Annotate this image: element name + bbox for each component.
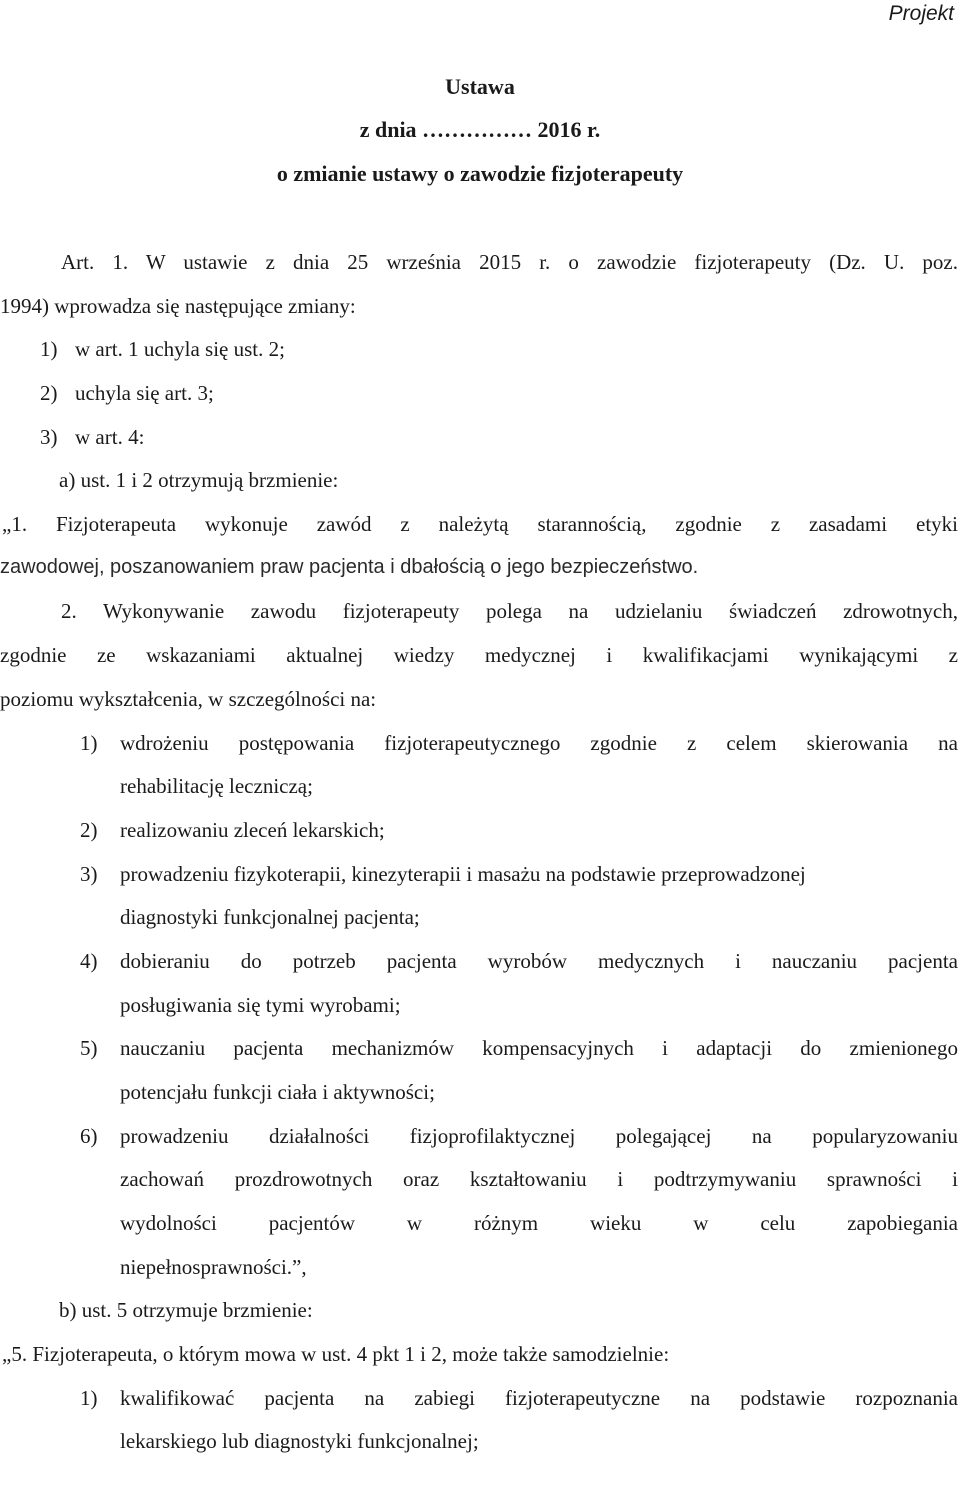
ust2-item-6-line3: wydolności pacjentów w różnym wieku w celu zapobiegania (120, 1211, 958, 1235)
ust2-line1: 2. Wykonywanie zawodu fizjoterapeuty polega na udzielaniu świadczeń zdrowotnych, (61, 599, 958, 623)
ust1-line2: zawodowej, poszanowaniem praw pacjenta i dbałością o jego bezpieczeństwo. (0, 556, 699, 578)
ust2-item-5-line2: potencjału funkcji ciała i aktywności; (120, 1080, 435, 1104)
ust2-item-4-line2: posługiwania się tymi wyrobami; (120, 993, 401, 1017)
change-3-num: 3) (40, 425, 58, 449)
ust2-item-4-num: 4) (80, 949, 98, 973)
ust5-line1: „5. Fizjoterapeuta, o którym mowa w ust. 4 pkt 1 i 2, może także samodzielnie: (2, 1342, 670, 1366)
ust2-item-3-num: 3) (80, 862, 98, 886)
ust2-item-6-line1: prowadzeniu działalności fizjoprofilaktycznej polegającej na popularyzowaniu (120, 1124, 958, 1148)
ust2-item-1-line2: rehabilitację leczniczą; (120, 774, 313, 798)
ust2-item-2-num: 2) (80, 818, 98, 842)
ust2-item-5-line1: nauczaniu pacjenta mechanizmów kompensacyjnych i adaptacji do zmienionego (120, 1036, 958, 1060)
document-date: z dnia …………… 2016 r. (359, 117, 601, 142)
ust1-line1: „1. Fizjoterapeuta wykonuje zawód z należytą starannością, zgodnie z zasadami etyki (2, 512, 958, 536)
art1-intro-line2: 1994) wprowadza się następujące zmiany: (0, 294, 356, 318)
ust5-item-1-line2: lekarskiego lub diagnostyki funkcjonalnej; (120, 1429, 479, 1453)
ust5-item-1-line1: kwalifikować pacjenta na zabiegi fizjoterapeutyczne na podstawie rozpoznania (120, 1386, 958, 1410)
sub-a: a) ust. 1 i 2 otrzymują brzmienie: (59, 468, 339, 492)
change-1-num: 1) (40, 337, 58, 361)
ust2-item-6-line2: zachowań prozdrowotnych oraz kształtowaniu i podtrzymywaniu sprawności i (120, 1167, 958, 1191)
ust2-item-2-line1: realizowaniu zleceń lekarskich; (120, 818, 385, 842)
sub-b: b) ust. 5 otrzymuje brzmienie: (59, 1298, 313, 1322)
ust2-item-1-num: 1) (80, 731, 98, 755)
ust2-line2: zgodnie ze wskazaniami aktualnej wiedzy medycznej i kwalifikacjami wynikającymi z (0, 643, 958, 667)
change-3-text: w art. 4: (75, 425, 145, 449)
change-2-text: uchyla się art. 3; (75, 381, 214, 405)
ust2-line3: poziomu wykształcenia, w szczególności na: (0, 687, 377, 711)
document-subtitle: o zmianie ustawy o zawodzie fizjoterapeuty (276, 161, 684, 186)
ust2-item-4-line1: dobieraniu do potrzeb pacjenta wyrobów medycznych i nauczaniu pacjenta (120, 949, 958, 973)
ust2-item-5-num: 5) (80, 1036, 98, 1060)
document-title: Ustawa (445, 74, 515, 99)
ust2-item-3-line2: diagnostyki funkcjonalnej pacjenta; (120, 905, 420, 929)
ust5-item-1-num: 1) (80, 1386, 98, 1410)
ust2-item-6-num: 6) (80, 1124, 98, 1148)
ust2-item-6-line4: niepełnosprawności.”, (120, 1255, 307, 1279)
ust2-item-1-line1: wdrożeniu postępowania fizjoterapeutycznego zgodnie z celem skierowania na (120, 731, 958, 755)
ust2-item-3-line1: prowadzeniu fizykoterapii, kinezyterapii i masażu na podstawie przeprowadzonej (120, 862, 806, 886)
projekt-stamp: Projekt (888, 2, 954, 25)
art1-intro-line1: Art. 1. W ustawie z dnia 25 września 2015 r. o zawodzie fizjoterapeuty (Dz. U. poz. (61, 250, 958, 274)
change-1-text: w art. 1 uchyla się ust. 2; (75, 337, 285, 361)
change-2-num: 2) (40, 381, 58, 405)
